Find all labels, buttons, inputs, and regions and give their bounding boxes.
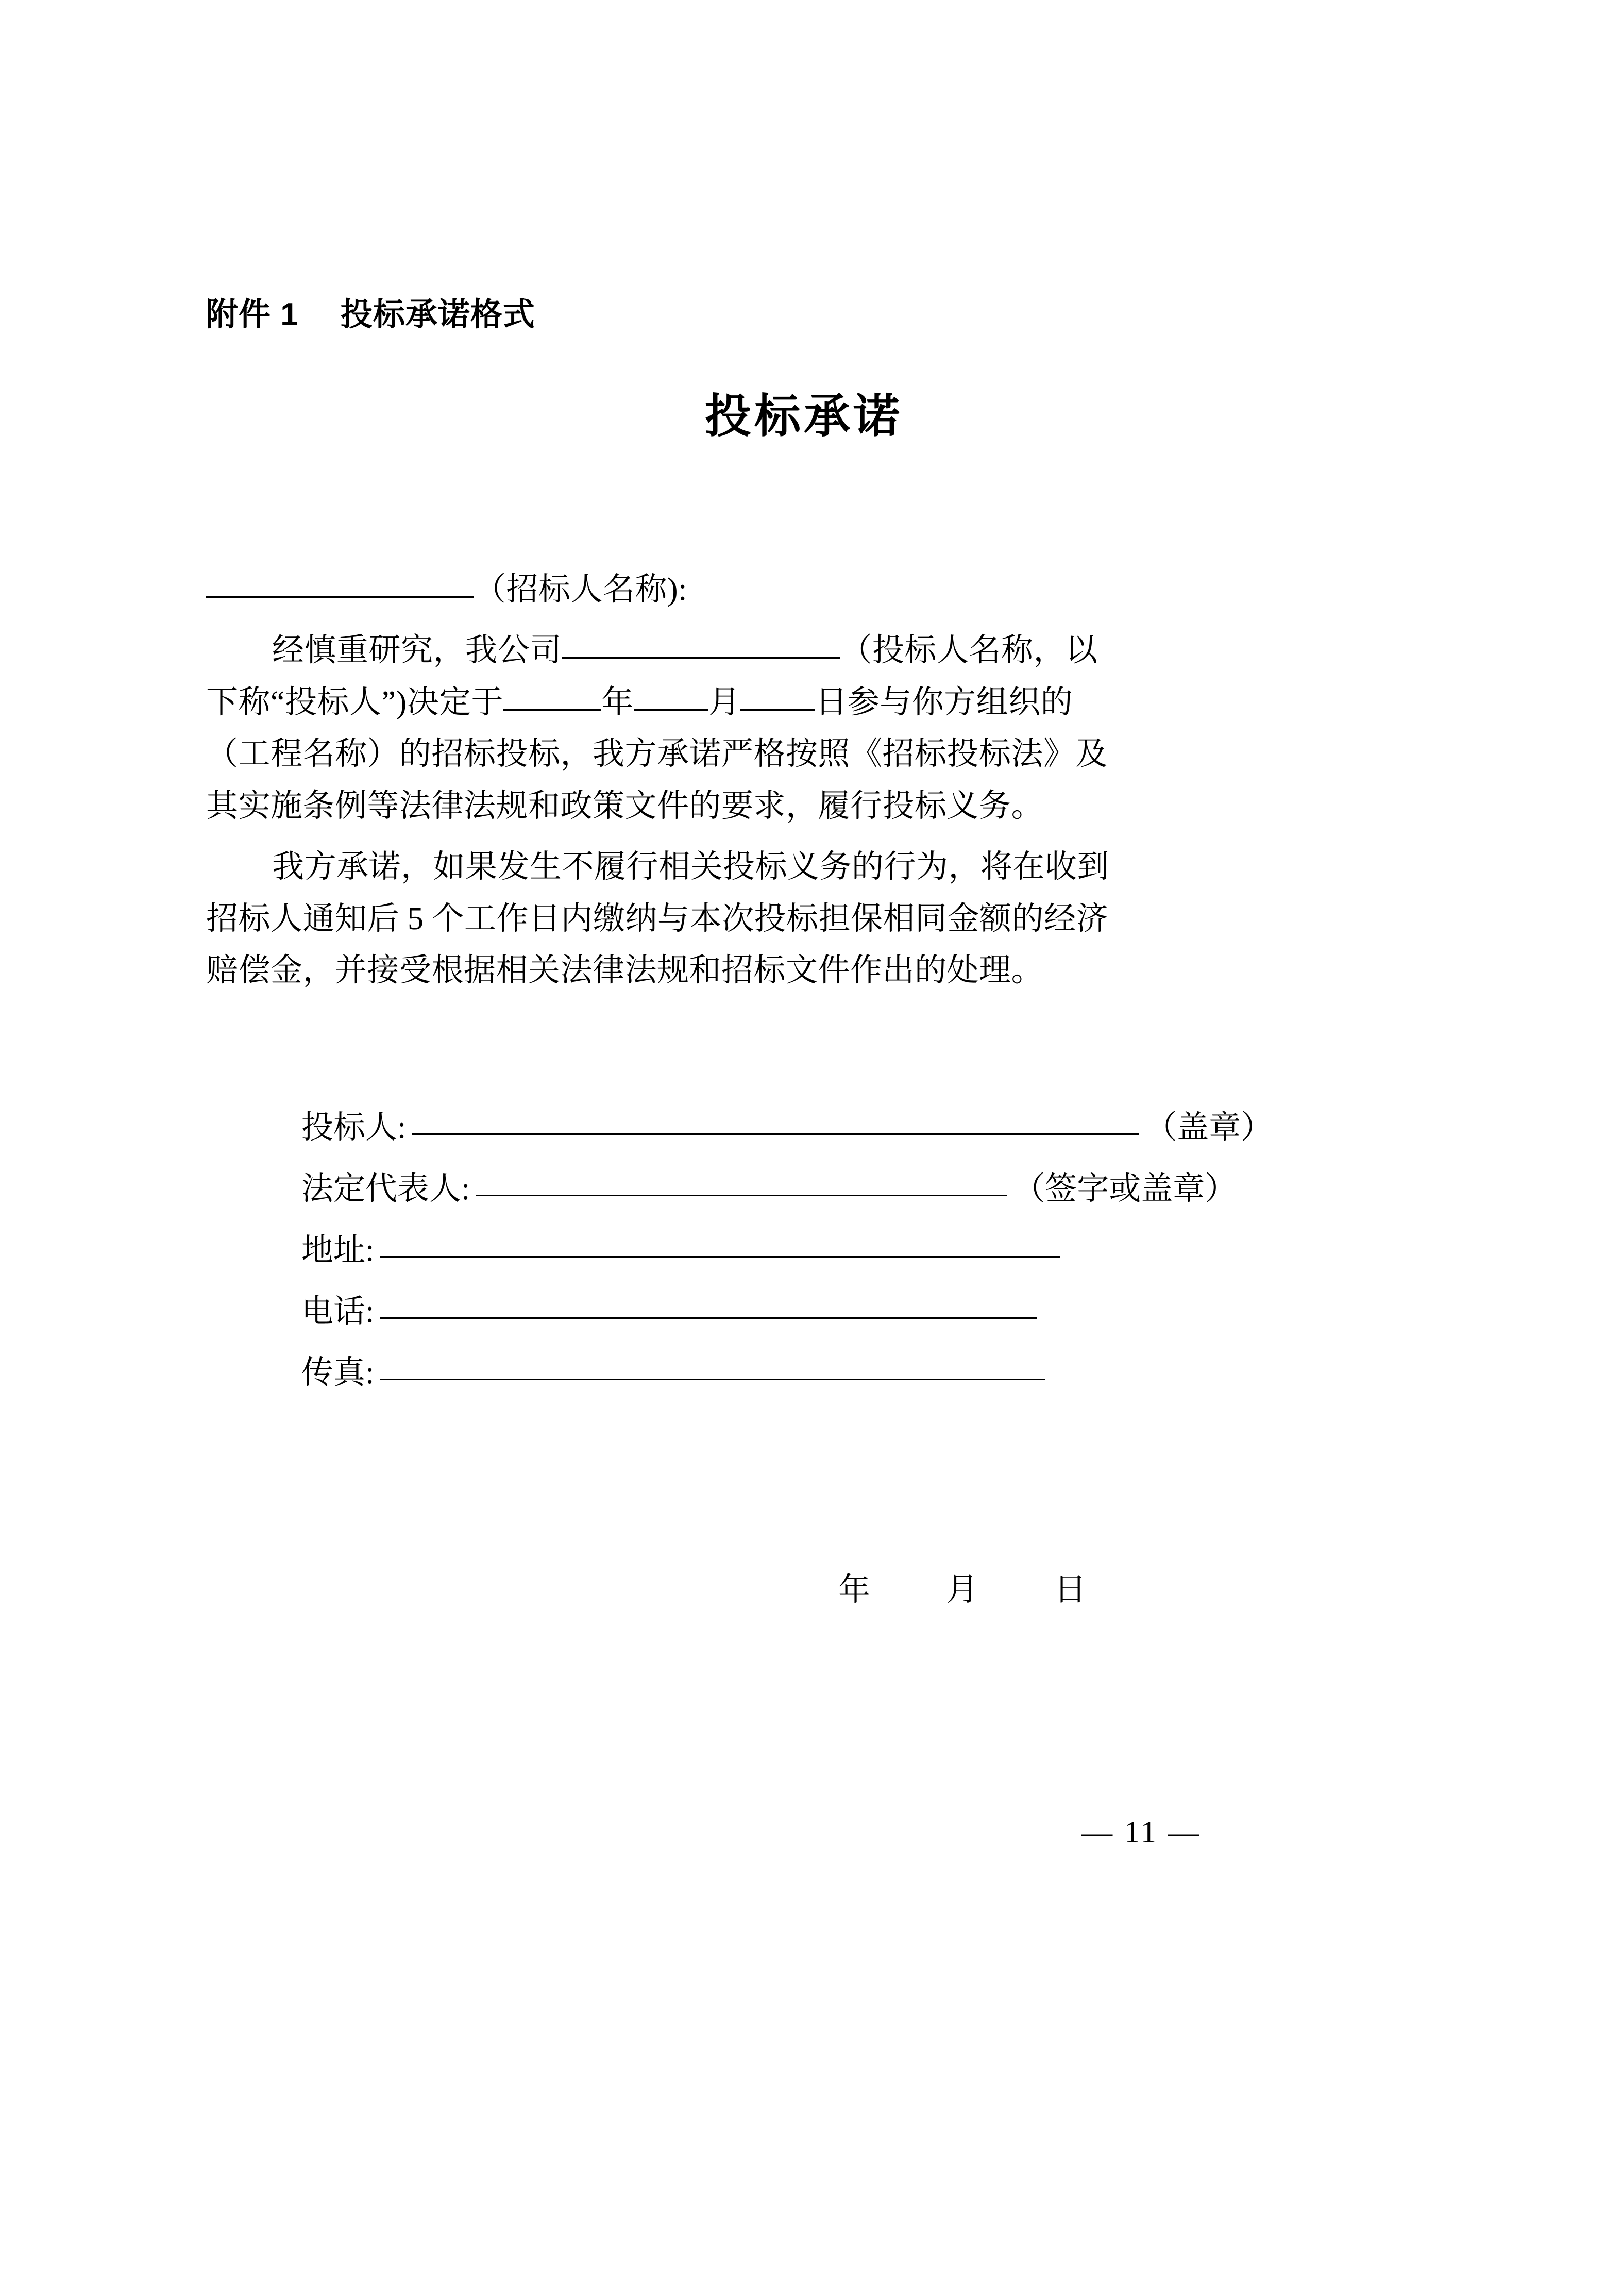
p2-line1: 我方承诺，如果发生不履行相关投标义务的行为，将在收到	[272, 849, 1110, 885]
attachment-label: 附件 1 投标承诺格式	[206, 297, 535, 332]
signature-note: （签字或盖章）	[1013, 1171, 1237, 1206]
document-body	[206, 564, 1401, 997]
signature-row-address	[301, 1220, 1401, 1281]
blank-day	[740, 709, 815, 711]
signature-rule	[380, 1256, 1060, 1258]
signature-label: 地址:	[301, 1232, 375, 1268]
p1-line2-day: 日参与你方组织的	[815, 684, 1073, 720]
p1-line4: 其实施条例等法律法规和政策文件的要求，履行投标义务。	[206, 788, 1044, 824]
signature-label: 传真:	[301, 1355, 375, 1390]
page-number: — 11 —	[1081, 1815, 1201, 1849]
signature-rule	[412, 1133, 1139, 1135]
p1-line3: （工程名称）的招标投标，我方承诺严格按照《招标投标法》及	[206, 736, 1108, 772]
p1-line2-a: 下称“投标人”)决定于	[206, 684, 504, 720]
salutation-line	[206, 564, 1401, 615]
p1-line2-year: 年	[601, 684, 634, 720]
signature-rule	[476, 1195, 1007, 1196]
p1-line2-month: 月	[708, 684, 741, 720]
signature-row-phone	[301, 1281, 1401, 1343]
p2-line2: 招标人通知后 5 个工作日内缴纳与本次投标担保相同金额的经济	[206, 901, 1109, 936]
date-line: 年 月 日	[838, 1572, 1087, 1607]
p1-text-a: 经慎重研究，我公司	[272, 633, 562, 668]
paragraph-1	[206, 625, 1401, 832]
signature-row-bidder	[301, 1097, 1401, 1159]
signature-row-legal-representative	[301, 1159, 1401, 1220]
blank-tenderer-name	[206, 596, 474, 598]
blank-bidder-name	[562, 657, 840, 659]
signature-note: （盖章）	[1145, 1110, 1273, 1145]
signature-row-fax	[301, 1343, 1401, 1404]
signature-rule	[380, 1379, 1045, 1380]
p1-text-b: （投标人名称，以	[840, 633, 1098, 668]
salutation-suffix: （招标人名称):	[474, 572, 687, 607]
p2-line3: 赔偿金，并接受根据相关法律法规和招标文件作出的处理。	[206, 953, 1044, 988]
signature-block	[206, 1097, 1401, 1404]
blank-month	[634, 709, 708, 711]
page-title: 投标承诺	[705, 391, 903, 442]
signature-label: 投标人:	[301, 1110, 407, 1145]
paragraph-2	[206, 841, 1401, 996]
signature-label: 法定代表人:	[301, 1171, 470, 1206]
signature-label: 电话:	[301, 1294, 375, 1329]
signature-rule	[380, 1317, 1037, 1319]
blank-year	[503, 709, 601, 711]
